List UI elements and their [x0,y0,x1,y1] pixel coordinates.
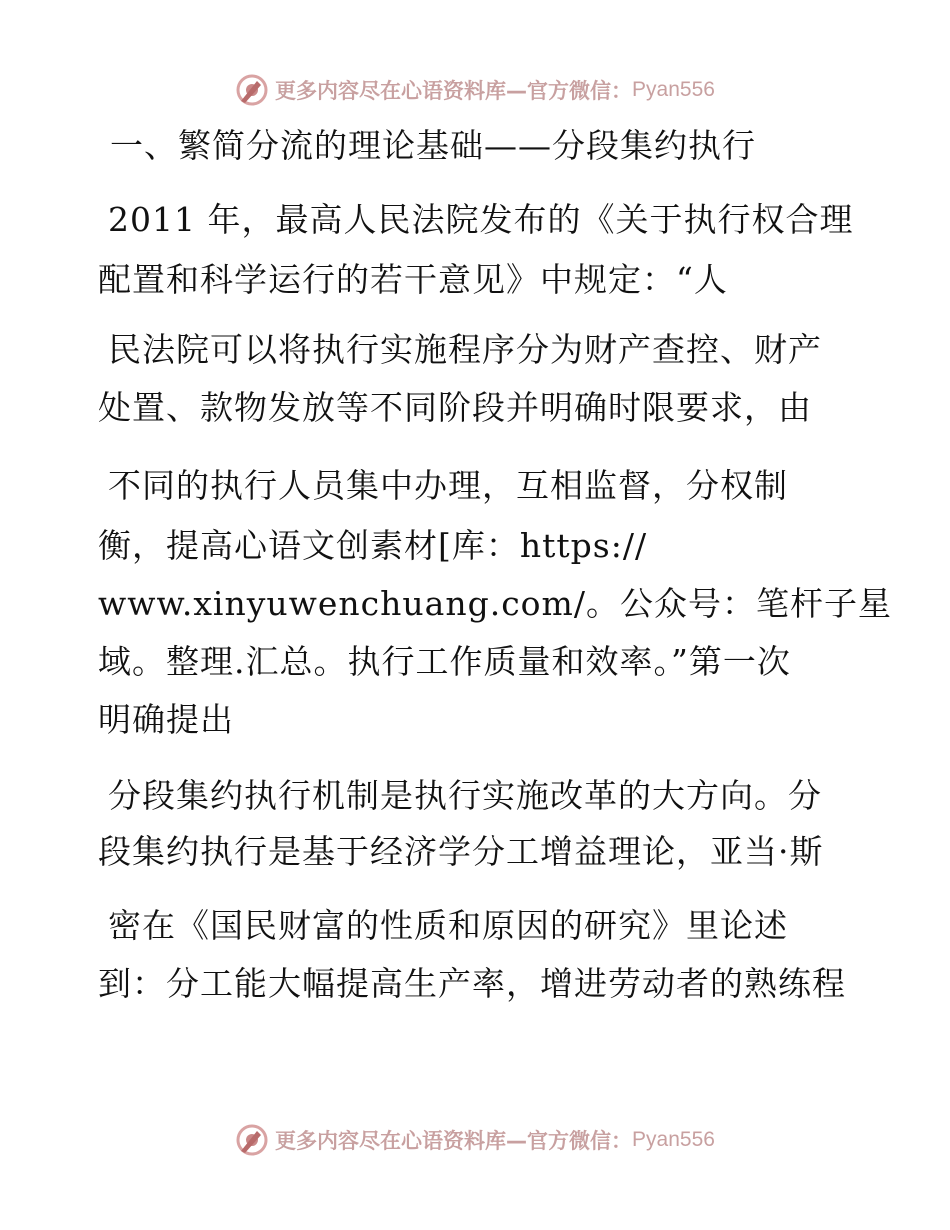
watermark-handle: Pyan556 [632,1128,715,1151]
paragraph-line: 段集约执行是基于经济学分工增益理论，亚当·斯 [98,832,824,871]
watermark-banner-bottom [0,1120,950,1160]
paragraph-line: 域。整理.汇总。执行工作质量和效率。”第一次 [98,642,791,681]
paragraph-line: 配置和科学运行的若干意见》中规定：“人 [98,260,728,299]
paragraph-line: 衡，提高心语文创素材[库：https:// [98,526,648,565]
paragraph-line: 2011 年，最高人民法院发布的《关于执行权合理 [108,200,854,239]
paragraph-line: 分段集约执行机制是执行实施改革的大方向。分 [108,776,822,815]
seal-logo-icon [235,1123,269,1157]
paragraph-line: 到：分工能大幅提高生产率，增进劳动者的熟练程 [98,964,846,1003]
paragraph-line: 明确提出 [98,700,234,739]
watermark-text: 更多内容尽在心语资料库—官方微信： [275,1129,633,1153]
seal-logo-icon [235,73,269,107]
paragraph-line: 密在《国民财富的性质和原因的研究》里论述 [108,906,788,945]
paragraph-line: www.xinyuwenchuang.com/。公众号：笔杆子星 [98,584,892,623]
watermark-banner-top [0,70,950,110]
section-heading: 一、繁简分流的理论基础——分段集约执行 [110,126,756,165]
paragraph-line: 不同的执行人员集中办理，互相监督，分权制 [108,466,788,505]
paragraph-line: 民法院可以将执行实施程序分为财产查控、财产 [108,330,822,369]
paragraph-line: 处置、款物发放等不同阶段并明确时限要求，由 [98,388,812,427]
watermark-handle: Pyan556 [632,78,715,101]
watermark-text: 更多内容尽在心语资料库—官方微信： [275,79,633,103]
